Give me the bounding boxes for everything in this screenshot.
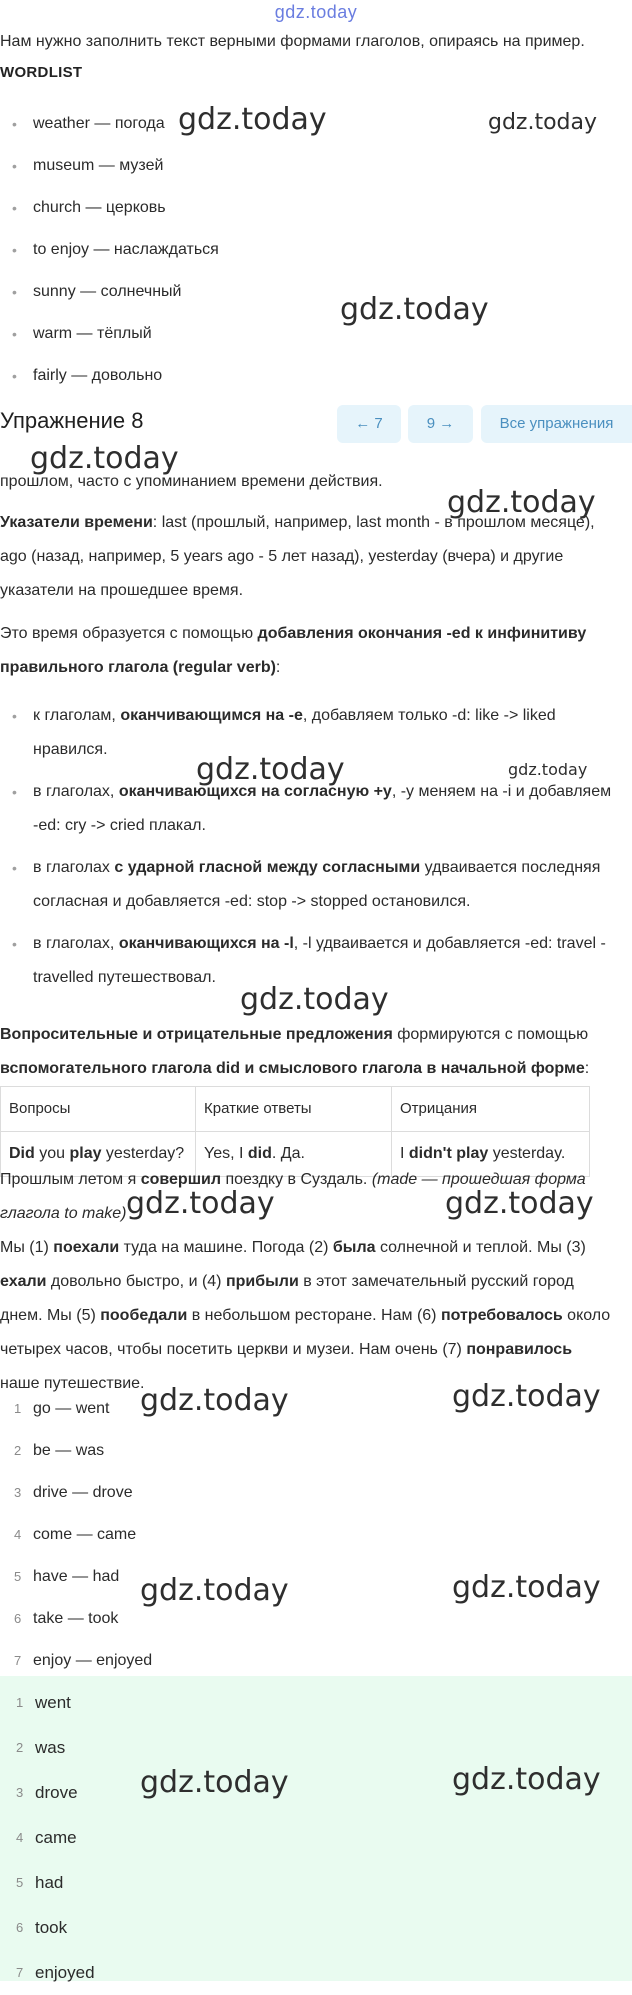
story-line: Мы (1) поехали туда на машине. Погода (2) была солнечной и теплой. Мы (3) — [0, 1239, 586, 1256]
answer-item: was — [35, 1738, 66, 1757]
rule-item: в глаголах, оканчивающихся на согласную +y, -y меняем на -i и добавляем — [33, 783, 612, 800]
answers-panel — [0, 1676, 632, 1981]
table-cell: Did you play yesterday? — [0, 1132, 196, 1176]
bullet: • — [12, 708, 17, 724]
table-header: Отрицания — [392, 1087, 590, 1131]
wordlist-item: sunny — солнечный — [33, 283, 182, 300]
bullet: • — [12, 116, 17, 132]
next-exercise-button[interactable]: 9 → — [408, 405, 473, 443]
verb-form-item: come — came — [33, 1526, 137, 1543]
list-number: 6 — [16, 1920, 24, 1935]
story-line: ехали довольно быстро, и (4) прибыли в этот замечательный русский город — [0, 1273, 574, 1290]
wordlist-item: weather — погода — [33, 115, 165, 132]
list-number: 4 — [14, 1527, 22, 1542]
formation-line: правильного глагола (regular verb): — [0, 659, 281, 676]
questions-line: Вопросительные и отрицательные предложения формируются с помощью — [0, 1026, 589, 1043]
answer-item: came — [35, 1828, 77, 1847]
exercise-title: Упражнение 8 — [0, 408, 144, 433]
bullet: • — [12, 326, 17, 342]
rule-item: в глаголах с ударной гласной между согласными удваивается последняя — [33, 859, 601, 876]
bullet: • — [12, 158, 17, 174]
rule-item: к глаголам, оканчивающимся на -e, добавляем только -d: like -> liked — [33, 707, 556, 724]
bullet: • — [12, 936, 17, 952]
list-number: 2 — [16, 1740, 24, 1755]
rule-item-cont: согласная и добавляется -ed: stop -> stopped остановился. — [33, 893, 471, 910]
story-line: глагола to make) — [0, 1205, 127, 1222]
list-number: 1 — [16, 1695, 24, 1710]
wordlist-item: church — церковь — [33, 199, 166, 216]
time-indicators-line: указатели на прошедшее время. — [0, 582, 244, 599]
task-intro: Нам нужно заполнить текст верными формами глаголов, опираясь на пример. — [0, 33, 585, 50]
verb-form-item: have — had — [33, 1568, 120, 1585]
rule-item-cont: нравился. — [33, 741, 108, 758]
verb-form-item: take — took — [33, 1610, 119, 1627]
list-number: 5 — [14, 1569, 22, 1584]
watermark: gdz.today — [30, 441, 179, 476]
story-line: наше путешествие. — [0, 1375, 145, 1392]
answer-item: went — [35, 1693, 71, 1712]
rule-item-cont: -ed: cry -> cried плакал. — [33, 817, 206, 834]
bullet: • — [12, 284, 17, 300]
table-header-row — [0, 1087, 590, 1132]
table-header: Краткие ответы — [196, 1087, 392, 1131]
time-indicators-line: ago (назад, например, 5 years ago - 5 лет назад), yesterday (вчера) и другие — [0, 548, 564, 565]
watermark: gdz.today — [452, 1379, 601, 1414]
formation-line: Это время образуется с помощью добавления окончания -ed к инфинитиву — [0, 625, 587, 642]
questions-line: вспомогательного глагола did и смыслового глагола в начальной форме: — [0, 1060, 590, 1077]
list-number: 7 — [14, 1653, 22, 1668]
verb-form-item: enjoy — enjoyed — [33, 1652, 153, 1669]
list-number: 3 — [14, 1485, 22, 1500]
wordlist-item: museum — музей — [33, 157, 164, 174]
all-exercises-button[interactable]: Все упражнения — [481, 405, 632, 443]
rule-item: в глаголах, оканчивающихся на -l, -l удваивается и добавляется -ed: travel - — [33, 935, 606, 952]
answer-item: had — [35, 1873, 64, 1892]
table-cell: Yes, I did. Да. — [196, 1132, 392, 1176]
answer-item: enjoyed — [35, 1963, 95, 1982]
list-number: 5 — [16, 1875, 24, 1890]
watermark: gdz.today — [140, 1383, 289, 1418]
list-number: 1 — [14, 1401, 22, 1416]
verb-form-item: go — went — [33, 1400, 110, 1417]
watermark: gdz.today — [140, 1573, 289, 1608]
story-line: Прошлым летом я совершил поездку в Суздаль. (made — прошедшая форма — [0, 1171, 586, 1188]
watermark: gdz.today — [140, 1765, 289, 1800]
watermark: gdz.today — [452, 1570, 601, 1605]
watermark: gdz.today — [447, 485, 596, 520]
answer-item: took — [35, 1918, 68, 1937]
wordlist-item: warm — тёплый — [33, 325, 152, 342]
watermark: gdz.today — [240, 982, 389, 1017]
time-indicators-label: Указатели времени — [0, 514, 153, 531]
bullet: • — [12, 242, 17, 258]
wordlist-item: fairly — довольно — [33, 367, 163, 384]
list-number: 3 — [16, 1785, 24, 1800]
table-header: Вопросы — [0, 1087, 196, 1131]
wordlist-item: to enjoy — наслаждаться — [33, 241, 219, 258]
site-logo[interactable]: gdz.today — [274, 2, 358, 22]
watermark: gdz.today — [178, 102, 327, 137]
time-indicators-line: Указатели времени: last (прошлый, например, last month - в прошлом месяце), — [0, 514, 595, 531]
list-number: 6 — [14, 1611, 22, 1626]
wordlist-heading: WORDLIST — [0, 64, 83, 81]
theory-line: прошлом, часто с упоминанием времени действия. — [0, 473, 383, 490]
list-number: 7 — [16, 1965, 24, 1980]
story-line: четырех часов, чтобы посетить церкви и музеи. Нам очень (7) понравилось — [0, 1341, 573, 1358]
verb-form-item: drive — drove — [33, 1484, 133, 1501]
bullet: • — [12, 784, 17, 800]
story-line: днем. Мы (5) пообедали в небольшом ресторане. Нам (6) потребовалось около — [0, 1307, 611, 1324]
watermark: gdz.today — [452, 1762, 601, 1797]
verb-form-item: be — was — [33, 1442, 105, 1459]
rule-item-cont: travelled путешествовал. — [33, 969, 216, 986]
answer-item: drove — [35, 1783, 78, 1802]
list-number: 4 — [16, 1830, 24, 1845]
watermark: gdz.today — [340, 292, 489, 327]
prev-exercise-button[interactable]: ← 7 — [337, 405, 401, 443]
list-number: 2 — [14, 1443, 22, 1458]
watermark: gdz.today — [445, 1186, 594, 1221]
watermark: gdz.today — [488, 110, 598, 135]
watermark: gdz.today — [508, 760, 588, 779]
bullet: • — [12, 860, 17, 876]
watermark: gdz.today — [196, 752, 345, 787]
watermark: gdz.today — [126, 1186, 275, 1221]
bullet: • — [12, 368, 17, 384]
table-cell: I didn't play yesterday. — [392, 1132, 590, 1176]
bullet: • — [12, 200, 17, 216]
